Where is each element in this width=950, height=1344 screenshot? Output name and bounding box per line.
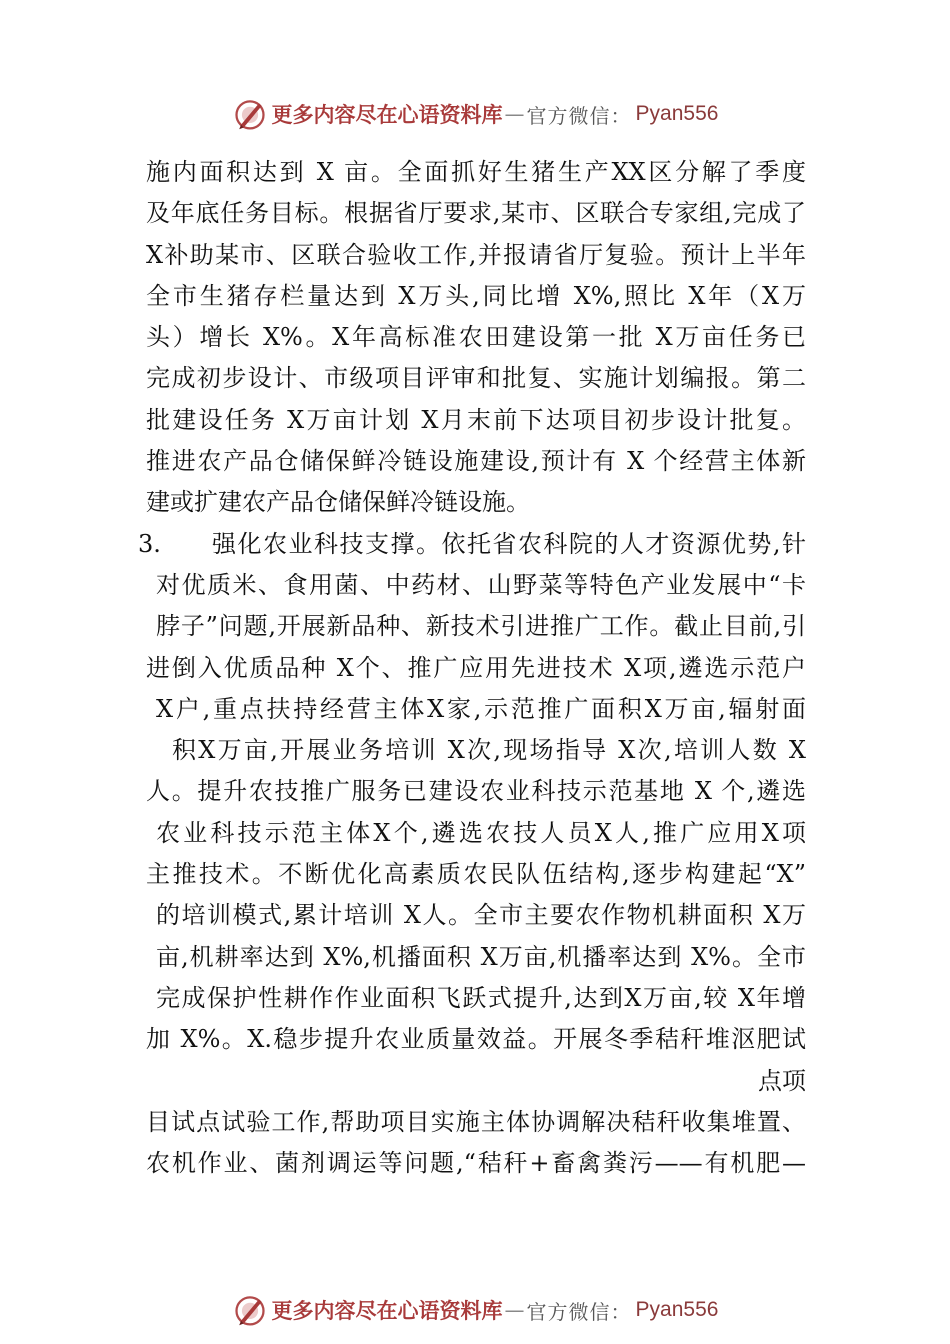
text-line: 施内面积达到 X 亩。全面抓好生猪生产XX区分解了季度 (146, 158, 806, 186)
text-line: 加 X%。X.稳步提升农业质量效益。开展冬季秸秆堆沤肥试 (146, 1025, 806, 1054)
text-line: 对优质米、食用菌、中药材、山野菜等特色产业发展中“卡 (156, 570, 806, 599)
footer-separator: — (504, 1298, 525, 1322)
text-line: 建或扩建农产品仓储保鲜冷链设施。 (146, 488, 530, 517)
text-line: 亩,机耕率达到 X%,机播面积 X万亩,机播率达到 X%。全市 (156, 942, 806, 971)
text-line: 农机作业、菌剂调运等问题,“秸秆+畜禽粪污——有机肥— (146, 1149, 806, 1178)
text-line: 完成初步设计、市级项目评审和批复、实施计划编报。第二 (146, 364, 806, 393)
text-line: 完成保护性耕作作业面积飞跃式提升,达到X万亩,较 X年增 (156, 983, 806, 1012)
text-line: 脖子”问题,开展新品种、新技术引进推广工作。截止目前,引 (156, 612, 806, 641)
text-line: 进倒入优质品种 X个、推广应用先进技术 X项,遴选示范户 (146, 653, 806, 682)
pen-seal-logo-icon (232, 96, 268, 132)
header-official-label: 官方微信： (526, 103, 632, 128)
footer-banner (0, 1290, 950, 1330)
text-line: 积X万亩,开展业务培训 X次,现场指导 X次,培训人数 X (172, 736, 806, 765)
list-number: 3. (138, 529, 161, 558)
text-line: 主推技术。不断优化高素质农民队伍结构,逐步构建起“X” (146, 860, 806, 889)
text-line: 点项 (758, 1066, 806, 1095)
text-line: 目试点试验工作,帮助项目实施主体协调解决秸秆收集堆置、 (146, 1107, 806, 1136)
text-line: 及年底任务目标。根据省厅要求,某市、区联合专家组,完成了 (146, 199, 806, 228)
text-line: 强化农业科技支撑。依托省农科院的人才资源优势,针 (212, 529, 806, 558)
text-line: 人。提升农技推广服务已建设农业科技示范基地 X 个,遴选 (146, 777, 806, 806)
text-line: 的培训模式,累计培训 X人。全市主要农作物机耕面积 X万 (156, 901, 806, 930)
text-line: 头）增长 X%。X年高标准农田建设第一批 X万亩任务已 (146, 323, 806, 352)
header-brand: 更多内容尽在心语资料库 (271, 102, 503, 127)
text-line: 推进农产品仓储保鲜冷链设施建设,预计有 X 个经营主体新 (146, 447, 806, 476)
header-banner (0, 94, 950, 134)
document-body (138, 152, 806, 1184)
header-wechat-id: Pyan556 (635, 102, 719, 125)
footer-brand: 更多内容尽在心语资料库 (271, 1298, 503, 1323)
footer-official-label: 官方微信： (526, 1299, 632, 1324)
text-line: 批建设任务 X万亩计划 X月末前下达项目初步设计批复。 (146, 405, 806, 434)
header-separator: — (504, 102, 525, 126)
list-item-3 (138, 524, 806, 565)
text-line: 农业科技示范主体X个,遴选农技人员X人,推广应用X项 (156, 818, 806, 847)
pen-seal-logo-icon (232, 1292, 268, 1328)
footer-wechat-id: Pyan556 (635, 1298, 719, 1321)
text-line: X户,重点扶持经营主体X家,示范推广面积X万亩,辐射面 (156, 694, 806, 723)
text-line: 全市生猪存栏量达到 X万头,同比增 X%,照比 X年（X万 (146, 281, 806, 310)
text-line: X补助某市、区联合验收工作,并报请省厅复验。预计上半年 (146, 240, 806, 269)
